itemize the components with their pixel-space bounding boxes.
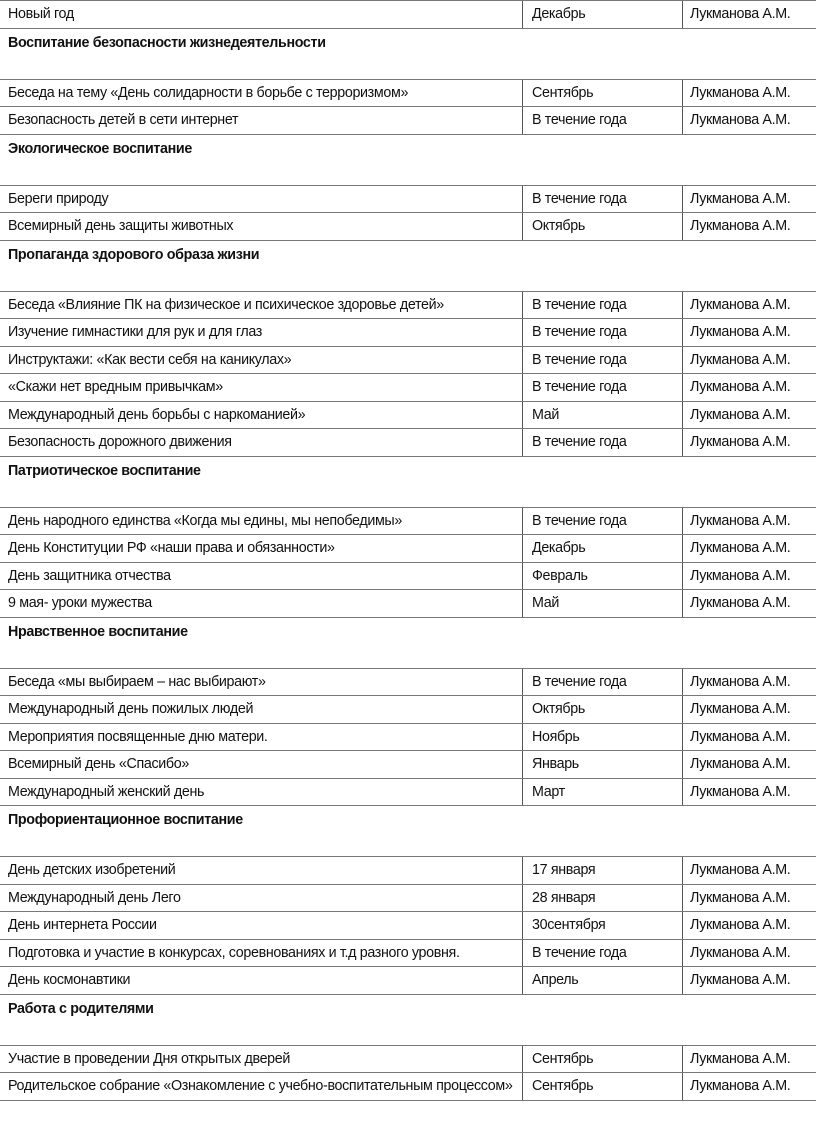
event-cell: День интернета России xyxy=(0,912,523,939)
date-cell: В течение года xyxy=(523,347,683,374)
date-cell: В течение года xyxy=(523,107,683,134)
event-cell: Беседа на тему «День солидарности в борьбе с терроризмом» xyxy=(0,80,523,107)
responsible-cell: Лукманова А.М. xyxy=(690,512,791,529)
responsible-cell: Лукманова А.М. xyxy=(690,324,791,340)
table-row xyxy=(0,779,816,807)
table-row xyxy=(0,940,816,968)
table-row xyxy=(0,668,816,697)
event-cell: Новый год xyxy=(0,1,523,28)
event-cell: Береги природу xyxy=(0,186,523,213)
table-row xyxy=(0,429,816,457)
date-cell: Ноябрь xyxy=(523,724,683,751)
date-cell: В течение года xyxy=(523,429,683,456)
date-cell: 17 января xyxy=(523,857,683,884)
table-row xyxy=(0,319,816,347)
responsible-cell: Лукманова А.М. xyxy=(690,379,791,395)
responsible-cell: Лукманова А.М. xyxy=(690,218,791,234)
responsible-cell: Лукманова А.М. xyxy=(690,917,791,933)
table-row xyxy=(0,590,816,618)
table-row xyxy=(0,696,816,724)
date-cell: В течение года xyxy=(523,374,683,401)
date-cell: Январь xyxy=(523,751,683,778)
responsible-cell: Лукманова А.М. xyxy=(690,351,791,368)
table-row xyxy=(0,967,816,995)
event-cell: День детских изобретений xyxy=(0,857,523,884)
date-cell: В течение года xyxy=(523,319,683,346)
event-cell: Изучение гимнастики для рук и для глаз xyxy=(0,319,523,346)
date-cell: Март xyxy=(523,779,683,806)
event-cell: День народного единства «Когда мы едины, мы непобедимы» xyxy=(0,508,523,535)
section-heading: Патриотическое воспитание xyxy=(8,462,201,479)
date-cell: В течение года xyxy=(523,669,683,696)
date-cell: Сентябрь xyxy=(523,1046,683,1073)
responsible-cell: Лукманова А.М. xyxy=(690,673,791,690)
responsible-cell: Лукманова А.М. xyxy=(690,701,791,717)
responsible-cell: Лукманова А.М. xyxy=(690,434,791,450)
sections-container xyxy=(0,29,816,1101)
event-cell: Мероприятия посвященные дню матери. xyxy=(0,724,523,751)
responsible-cell: Лукманова А.М. xyxy=(690,728,791,745)
event-cell: Международный женский день xyxy=(0,779,523,806)
table-row xyxy=(0,0,816,29)
table-row xyxy=(0,185,816,214)
responsible-cell: Лукманова А.М. xyxy=(690,783,791,800)
table-row xyxy=(0,535,816,563)
date-cell: В течение года xyxy=(523,508,683,535)
table-row xyxy=(0,79,816,108)
event-cell: Безопасность детей в сети интернет xyxy=(0,107,523,134)
table-row xyxy=(0,291,816,320)
table-row xyxy=(0,213,816,241)
event-cell: День защитника отчества xyxy=(0,563,523,590)
section-heading: Профориентационное воспитание xyxy=(8,812,243,828)
section-heading: Пропаганда здорового образа жизни xyxy=(8,246,260,263)
date-cell: Декабрь xyxy=(523,1,683,28)
date-cell: Апрель xyxy=(523,967,683,994)
responsible-cell: Лукманова А.М. xyxy=(690,112,791,128)
date-cell: В течение года xyxy=(523,292,683,319)
table-row xyxy=(0,1045,816,1074)
date-cell: Октябрь xyxy=(523,213,683,240)
table-row xyxy=(0,1073,816,1101)
date-cell: Сентябрь xyxy=(523,80,683,107)
responsible-cell: Лукманова А.М. xyxy=(690,889,791,906)
event-cell: «Скажи нет вредным привычкам» xyxy=(0,374,523,401)
date-cell: В течение года xyxy=(523,940,683,967)
section-heading: Экологическое воспитание xyxy=(8,140,192,157)
event-cell: Всемирный день «Спасибо» xyxy=(0,751,523,778)
table-row xyxy=(0,751,816,779)
date-cell: Май xyxy=(523,590,683,617)
table-row xyxy=(0,856,816,885)
responsible-cell: Лукманова А.М. xyxy=(690,296,791,313)
table-row xyxy=(0,402,816,430)
table-row xyxy=(0,885,816,913)
responsible-cell: Лукманова А.М. xyxy=(690,190,791,207)
event-cell: Инструктажи: «Как вести себя на каникулах» xyxy=(0,347,523,374)
responsible-cell: Лукманова А.М. xyxy=(690,406,791,423)
event-cell: Беседа «мы выбираем – нас выбирают» xyxy=(0,669,523,696)
table-row xyxy=(0,374,816,402)
event-cell: Подготовка и участие в конкурсах, соревнованиях и т.д разного уровня. xyxy=(0,940,523,967)
event-cell: 9 мая- уроки мужества xyxy=(0,590,523,617)
date-cell: В течение года xyxy=(523,186,683,213)
date-cell: Октябрь xyxy=(523,696,683,723)
date-cell: Февраль xyxy=(523,563,683,590)
event-cell: День Конституции РФ «наши права и обязанности» xyxy=(0,535,523,562)
responsible-cell: Лукманова А.М. xyxy=(690,972,791,988)
event-cell: Безопасность дорожного движения xyxy=(0,429,523,456)
responsible-cell: Лукманова А.М. xyxy=(690,862,791,878)
responsible-cell: Лукманова А.М. xyxy=(690,944,791,961)
table-row xyxy=(0,563,816,591)
responsible-cell: Лукманова А.М. xyxy=(690,567,791,584)
event-cell: Участие в проведении Дня открытых дверей xyxy=(0,1046,523,1073)
section-heading: Воспитание безопасности жизнедеятельности xyxy=(8,34,326,51)
section-heading: Нравственное воспитание xyxy=(8,623,188,640)
table-row xyxy=(0,347,816,375)
event-cell: День космонавтики xyxy=(0,967,523,994)
section-heading: Работа с родителями xyxy=(8,1000,154,1017)
responsible-cell: Лукманова А.М. xyxy=(690,84,791,101)
date-cell: 28 января xyxy=(523,885,683,912)
responsible-cell: Лукманова А.М. xyxy=(690,1050,791,1067)
date-cell: Май xyxy=(523,402,683,429)
responsible-cell: Лукманова А.М. xyxy=(690,756,791,772)
event-cell: Беседа «Влияние ПК на физическое и психическое здоровье детей» xyxy=(0,292,523,319)
table-row xyxy=(0,507,816,536)
responsible-cell: Лукманова А.М. xyxy=(690,1078,791,1094)
responsible-cell: Лукманова А.М. xyxy=(690,6,791,22)
event-cell: Родительское собрание «Ознакомление с учебно-воспитательным процессом» xyxy=(0,1073,523,1100)
table-row xyxy=(0,912,816,940)
responsible-cell: Лукманова А.М. xyxy=(690,540,791,556)
event-cell: Международный день борьбы с наркоманией» xyxy=(0,402,523,429)
date-cell: 30сентября xyxy=(523,912,683,939)
responsible-cell: Лукманова А.М. xyxy=(690,595,791,611)
date-cell: Сентябрь xyxy=(523,1073,683,1100)
event-cell: Всемирный день защиты животных xyxy=(0,213,523,240)
table-row xyxy=(0,107,816,135)
event-cell: Международный день Лего xyxy=(0,885,523,912)
date-cell: Декабрь xyxy=(523,535,683,562)
table-row xyxy=(0,724,816,752)
event-cell: Международный день пожилых людей xyxy=(0,696,523,723)
